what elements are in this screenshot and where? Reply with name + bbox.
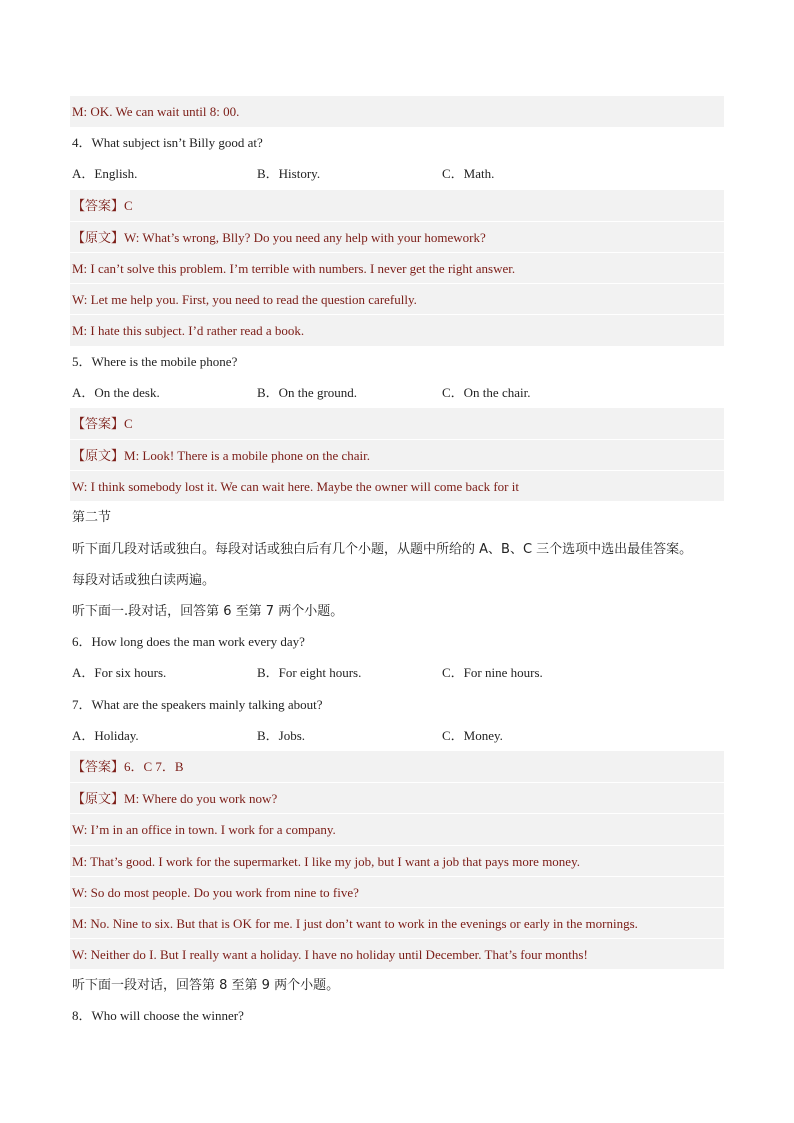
question-line	[70, 689, 724, 720]
answer-options	[70, 657, 724, 688]
line-text: M: I hate this subject. I’d rather read a book.	[72, 323, 305, 339]
option-b: B．History.	[257, 166, 321, 182]
line-text: 每段对话或独白读两遍。	[72, 572, 216, 588]
transcript-line	[70, 938, 724, 969]
question-line	[70, 1000, 724, 1031]
option-a: A．For six hours.	[72, 665, 167, 681]
answer-line	[70, 408, 724, 439]
answer-options	[70, 158, 724, 189]
line-text: W: I’m in an office in town. I work for a company.	[72, 822, 336, 838]
answer-tag: 【答案】	[72, 416, 125, 432]
line-text: W: I think somebody lost it. We can wait here. Maybe the owner will come back for it	[72, 479, 519, 495]
option-b: B．For eight hours.	[257, 665, 362, 681]
line-text: W: Neither do I. But I really want a holiday. I have no holiday until December. That’s four months!	[72, 947, 588, 963]
answer-tag: 【答案】	[72, 198, 125, 214]
line-text: 5．Where is the mobile phone?	[72, 353, 238, 369]
option-a: A．On the desk.	[72, 384, 160, 400]
option-a: A．Holiday.	[72, 727, 139, 743]
transcript-line	[70, 252, 724, 283]
line-text: C	[124, 415, 133, 431]
line-text: M: Look! There is a mobile phone on the chair.	[124, 448, 370, 464]
transcript-line	[70, 470, 724, 501]
line-text: 8．Who will choose the winner?	[72, 1008, 244, 1024]
option-c: C．Math.	[442, 166, 495, 182]
line-text: M: OK. We can wait until 8: 00.	[72, 104, 240, 119]
instruction-line	[70, 595, 724, 626]
line-text: 听下面一.段对话，回答第 6 至第 7 两个小题。	[72, 604, 344, 619]
document-page	[70, 96, 724, 1032]
question-line	[70, 626, 724, 657]
transcript-line	[70, 907, 724, 938]
line-text: 6．C 7．B	[124, 758, 184, 774]
question-line	[70, 346, 724, 377]
answer-line	[70, 190, 724, 221]
line-text: 4．What subject isn’t Billy good at?	[72, 135, 263, 151]
instruction-line	[70, 533, 724, 564]
question-line	[70, 127, 724, 158]
transcript-line	[70, 283, 724, 314]
line-text: W: Let me help you. First, you need to read the question carefully.	[72, 292, 417, 308]
line-text: M: That’s good. I work for the supermarket. I like my job, but I want a job that pays more money.	[72, 853, 580, 869]
transcript-line	[70, 782, 724, 813]
answer-tag: 【答案】	[72, 759, 125, 775]
transcript-tag: 【原文】	[72, 792, 125, 808]
line-text: 6．How long does the man work every day?	[72, 634, 305, 650]
option-a: A．English.	[72, 166, 138, 182]
line-text: W: So do most people. Do you work from nine to five?	[72, 884, 359, 900]
transcript-line	[70, 314, 724, 345]
transcript-line	[70, 876, 724, 907]
transcript-line	[70, 439, 724, 470]
option-c: C．On the chair.	[442, 384, 531, 400]
option-b: B．Jobs.	[257, 727, 306, 743]
line-text: 听下面一段对话，回答第 8 至第 9 两个小题。	[72, 978, 340, 994]
transcript-line	[70, 845, 724, 876]
line-text: C	[124, 197, 133, 213]
instruction-line	[70, 564, 724, 595]
transcript-tag: 【原文】	[72, 449, 125, 465]
line-text: M: No. Nine to six. But that is OK for me. I just don’t want to work in the evenings or early in the mornings.	[72, 915, 638, 931]
option-b: B．On the ground.	[257, 384, 358, 400]
line-text: 7．What are the speakers mainly talking about?	[72, 696, 323, 712]
answer-line	[70, 751, 724, 782]
option-c: C．For nine hours.	[442, 665, 543, 681]
transcript-line	[70, 221, 724, 252]
instruction-line	[70, 969, 724, 1000]
answer-options	[70, 720, 724, 751]
line-text: M: Where do you work now?	[124, 791, 278, 807]
line-text: 听下面几段对话或独白。每段对话或独白后有几个小题，从题中所给的 A、B、C 三个选项中选出最佳答案。	[72, 541, 693, 557]
line-text: M: I can’t solve this problem. I’m terrible with numbers. I never get the right answer.	[72, 260, 516, 276]
option-c: C．Money.	[442, 727, 503, 743]
transcript-line	[70, 813, 724, 844]
transcript-line	[70, 96, 724, 127]
instruction-line	[70, 501, 724, 532]
line-text: W: What’s wrong, Blly? Do you need any help with your homework?	[124, 229, 486, 245]
answer-options	[70, 377, 724, 408]
transcript-tag: 【原文】	[72, 230, 125, 246]
line-text: 第二节	[72, 510, 112, 526]
